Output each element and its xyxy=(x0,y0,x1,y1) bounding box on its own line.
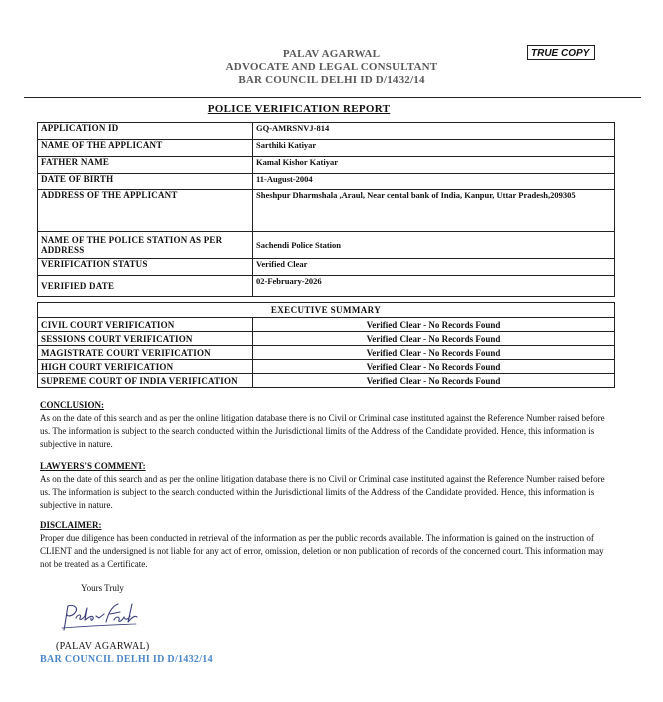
detail-label: ADDRESS OF THE APPLICANT xyxy=(38,190,253,232)
detail-value: Sarthiki Katiyar xyxy=(253,140,615,157)
summary-label: MAGISTRATE COURT VERIFICATION xyxy=(38,346,253,360)
signature-icon xyxy=(58,600,140,636)
detail-value: 02-February-2026 xyxy=(253,276,615,297)
detail-label: VERIFICATION STATUS xyxy=(38,259,253,276)
bar-council-id: BAR COUNCIL DELHI ID D/1432/14 xyxy=(238,74,425,86)
header-divider xyxy=(24,97,641,98)
detail-label: NAME OF THE POLICE STATION AS PER ADDRESS xyxy=(38,232,253,259)
table-row xyxy=(38,157,615,174)
summary-value: Verified Clear - No Records Found xyxy=(253,346,615,360)
summary-label: SESSIONS COURT VERIFICATION xyxy=(38,332,253,346)
detail-value: Kamal Kishor Katiyar xyxy=(253,157,615,174)
table-row xyxy=(38,360,615,374)
detail-value: GQ-AMRSNVJ-814 xyxy=(253,123,615,140)
lawyers-comment-section xyxy=(40,460,615,512)
summary-value: Verified Clear - No Records Found xyxy=(253,374,615,388)
conclusion-text: As on the date of this search and as per the online litigation database there is no Civil or Criminal case instituted against the Reference Number raised before us. The information is subject to the search conducted within the Jurisdictional limits of the Address of the Candidate provided. Hence, this information is subjective in nature. xyxy=(40,413,605,449)
lawyers-comment-text: As on the date of this search and as per the online litigation database there is no Civil or Criminal case instituted against the Reference Number raised before us. The information is subject to the search conducted within the Jurisdictional limits of the Address of the Candidate provided. Hence, this information is subjective in nature. xyxy=(40,474,605,510)
signatory-name: (PALAV AGARWAL) xyxy=(56,641,150,652)
summary-value: Verified Clear - No Records Found xyxy=(253,332,615,346)
table-row xyxy=(38,232,615,259)
table-row xyxy=(38,174,615,190)
table-row xyxy=(38,123,615,140)
detail-label: FATHER NAME xyxy=(38,157,253,174)
signatory-bar-council-id: BAR COUNCIL DELHI ID D/1432/14 xyxy=(40,654,213,665)
table-row xyxy=(38,346,615,360)
lawyers-comment-heading: LAWYERS'S COMMENT: xyxy=(40,461,146,471)
report-title: POLICE VERIFICATION REPORT xyxy=(207,103,391,115)
advocate-name: PALAV AGARWAL xyxy=(282,48,381,60)
true-copy-stamp: TRUE COPY xyxy=(527,45,595,60)
summary-label: CIVIL COURT VERIFICATION xyxy=(38,318,253,332)
table-row xyxy=(38,332,615,346)
executive-summary-table xyxy=(37,302,615,388)
summary-value: Verified Clear - No Records Found xyxy=(253,360,615,374)
detail-label: VERIFIED DATE xyxy=(38,276,253,297)
details-table xyxy=(37,122,615,297)
summary-title: EXECUTIVE SUMMARY xyxy=(38,303,615,318)
table-header-row xyxy=(38,303,615,318)
disclaimer-section xyxy=(40,519,615,571)
conclusion-section xyxy=(40,399,615,451)
disclaimer-heading: DISCLAIMER: xyxy=(40,520,102,530)
detail-value: Sheshpur Dharmshala ,Araul, Near cental bank of India, Kanpur, Uttar Pradesh,209305 xyxy=(253,190,615,232)
summary-value: Verified Clear - No Records Found xyxy=(253,318,615,332)
detail-label: APPLICATION ID xyxy=(38,123,253,140)
detail-value: Verified Clear xyxy=(253,259,615,276)
table-row xyxy=(38,374,615,388)
table-row xyxy=(38,190,615,232)
table-row xyxy=(38,259,615,276)
closing-yours-truly: Yours Truly xyxy=(81,583,124,593)
detail-label: NAME OF THE APPLICANT xyxy=(38,140,253,157)
advocate-designation: ADVOCATE AND LEGAL CONSULTANT xyxy=(225,61,438,73)
summary-label: HIGH COURT VERIFICATION xyxy=(38,360,253,374)
conclusion-heading: CONCLUSION: xyxy=(40,400,105,410)
disclaimer-text: Proper due diligence has been conducted in retrieval of the information as per the public records available. The information is gained on the instruction of CLIENT and the undersigned is not liable for any act of error, omission, deletion or non publication of records of the concerned court. This information may not be treated as a Certificate. xyxy=(40,533,604,569)
summary-label: SUPREME COURT OF INDIA VERIFICATION xyxy=(38,374,253,388)
table-row xyxy=(38,318,615,332)
detail-value: 11-August-2004 xyxy=(253,174,615,190)
table-row xyxy=(38,140,615,157)
detail-label: DATE OF BIRTH xyxy=(38,174,253,190)
table-row xyxy=(38,276,615,297)
detail-value: Sachendi Police Station xyxy=(253,232,615,259)
